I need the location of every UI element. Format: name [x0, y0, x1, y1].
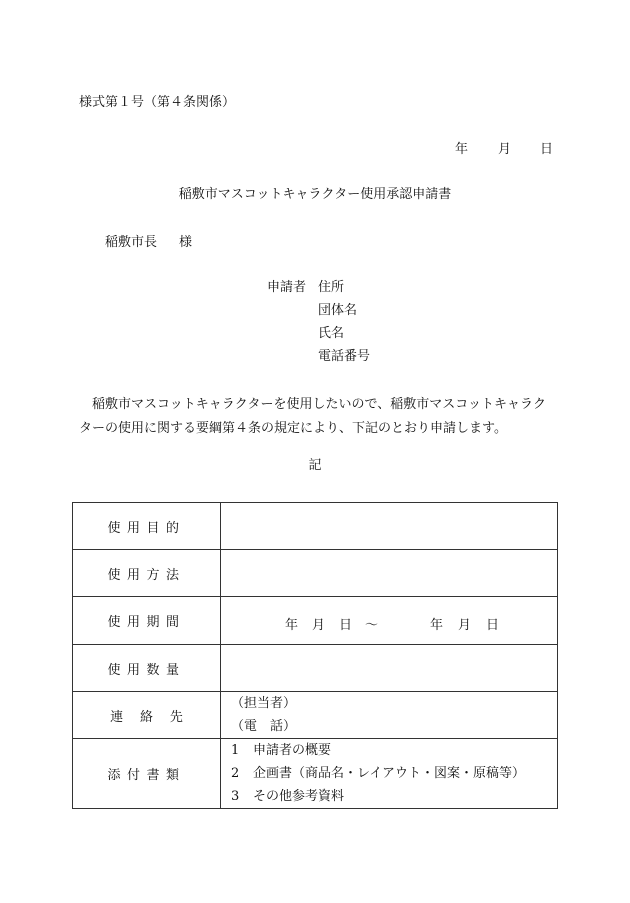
- table-row-method: [73, 550, 558, 597]
- addressee-name: 稲敷市長: [105, 235, 158, 250]
- purpose-label: 使用目的: [73, 503, 221, 550]
- period-end-year: 年: [430, 618, 444, 633]
- contact-value-cell: [221, 692, 558, 739]
- table-row-attachments: [73, 739, 558, 809]
- applicant-phone-label: 電話番号: [318, 349, 371, 364]
- applicant-address-label: 住所: [318, 280, 345, 295]
- period-start-year: 年: [285, 618, 299, 633]
- period-value-cell: [221, 597, 558, 645]
- contact-person-line: （担当者）: [231, 696, 297, 711]
- method-value-cell: [221, 550, 558, 597]
- table-row-purpose: [73, 503, 558, 550]
- ki-heading: 記: [308, 458, 322, 473]
- addressee-honorific: 様: [179, 235, 193, 250]
- form-number-label: 様式第１号（第４条関係）: [79, 95, 236, 110]
- period-start-day: 日: [339, 618, 353, 633]
- attachments-label: 添付書類: [73, 739, 221, 809]
- application-detail-table: [72, 502, 558, 809]
- period-end-month: 月: [458, 618, 472, 633]
- period-label: 使用期間: [73, 597, 221, 645]
- applicant-organization-label: 団体名: [318, 303, 358, 318]
- application-statement: 稲敷市マスコットキャラクターを使用したいので、稲敷市マスコットキャラクターの使用に関する要綱第４条の規定により、下記のとおり申請します。: [79, 397, 546, 436]
- date-year-label: 年: [455, 142, 469, 157]
- attachment-item: 2 企画書（商品名・レイアウト・図案・原稿等）: [231, 766, 525, 781]
- contact-phone-line: （電 話）: [231, 719, 297, 734]
- applicant-name-label: 氏名: [318, 326, 345, 341]
- quantity-label: 使用数量: [73, 645, 221, 692]
- table-row-quantity: [73, 645, 558, 692]
- period-end-day: 日: [486, 618, 500, 633]
- period-start-month: 月: [312, 618, 326, 633]
- quantity-value-cell: [221, 645, 558, 692]
- table-row-contact: [73, 692, 558, 739]
- contact-label: 連絡先: [73, 692, 221, 739]
- applicant-fields: [318, 281, 370, 373]
- table-row-period: [73, 597, 558, 645]
- applicant-label: 申請者: [267, 280, 307, 295]
- document-title: 稲敷市マスコットキャラクター使用承認申請書: [178, 187, 452, 202]
- method-label: 使用方法: [73, 550, 221, 597]
- addressee: [105, 236, 192, 249]
- attachment-item: 1 申請者の概要: [231, 743, 332, 758]
- period-tilde: ～: [365, 618, 379, 633]
- attachment-item: 3 その他参考資料: [231, 789, 345, 804]
- date-day-label: 日: [540, 142, 554, 157]
- attachments-value-cell: [221, 739, 558, 809]
- purpose-value-cell: [221, 503, 558, 550]
- date-month-label: 月: [498, 142, 512, 157]
